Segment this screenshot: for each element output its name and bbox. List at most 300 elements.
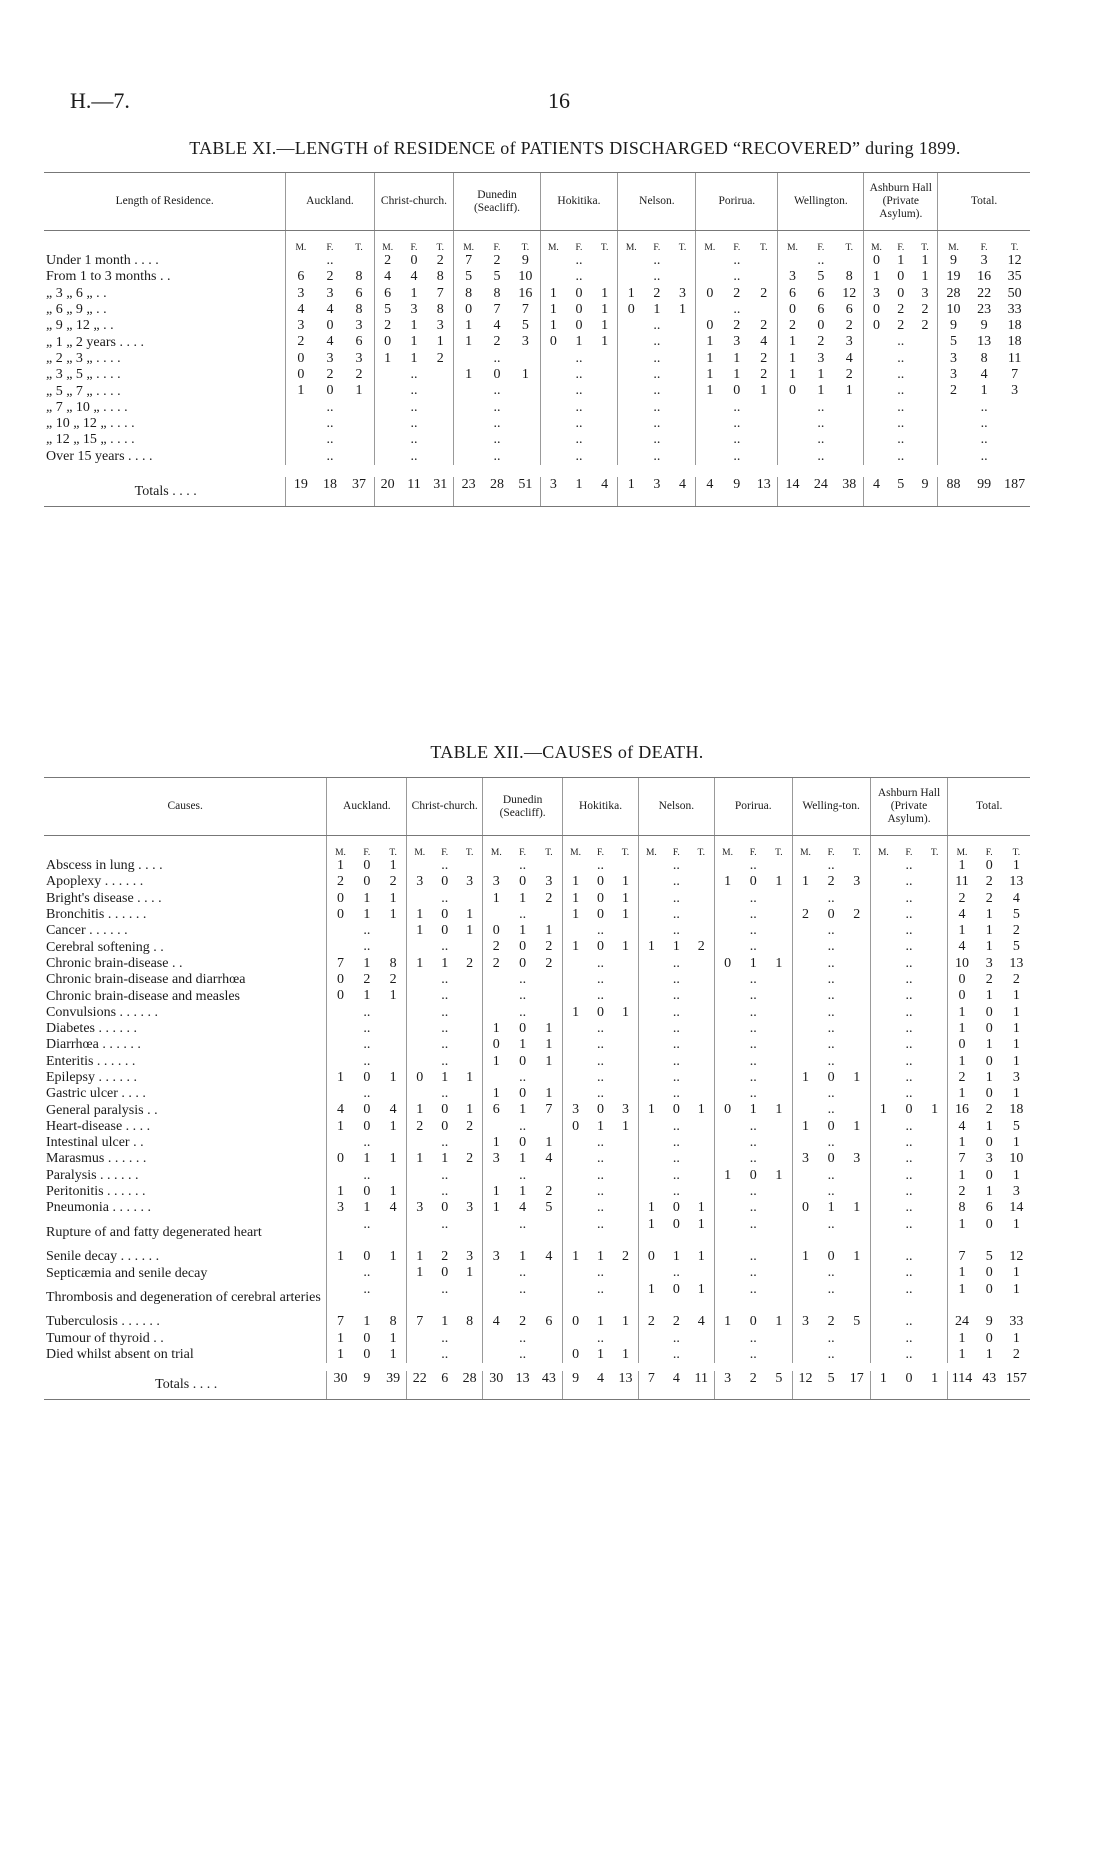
cell-value: 1 bbox=[697, 1102, 705, 1118]
cell-value: 3 bbox=[853, 1151, 861, 1167]
cell-value: 1 bbox=[801, 1118, 809, 1134]
cell-value: 0 bbox=[519, 955, 527, 971]
cell-value: 0 bbox=[363, 1346, 371, 1362]
table-row bbox=[44, 1217, 1030, 1250]
cell-value: 1 bbox=[549, 318, 557, 334]
sub-header: F. bbox=[575, 243, 583, 253]
cell-value: 2 bbox=[733, 318, 741, 334]
cell-value: 1 bbox=[549, 285, 557, 301]
cell-value: 0 bbox=[337, 906, 345, 922]
cell-value: 2 bbox=[760, 318, 768, 334]
cell-value: 5 bbox=[1012, 939, 1020, 955]
cell-value: 8 bbox=[436, 301, 444, 317]
cell-value: 3 bbox=[980, 253, 988, 268]
empty-cell: .. bbox=[441, 972, 449, 988]
empty-cell: .. bbox=[827, 1053, 835, 1069]
empty-cell: .. bbox=[326, 432, 334, 448]
row-label: From 1 to 3 months . . bbox=[46, 269, 171, 285]
empty-cell: .. bbox=[749, 1249, 757, 1265]
empty-cell: .. bbox=[905, 874, 913, 890]
sub-header: F. bbox=[410, 243, 418, 253]
empty-cell: .. bbox=[817, 415, 825, 431]
cell-value: 9 bbox=[949, 318, 957, 334]
table-row bbox=[44, 1265, 1030, 1281]
empty-cell: .. bbox=[597, 1216, 605, 1232]
cell-value: 0 bbox=[297, 350, 305, 366]
cell-value: 0 bbox=[597, 906, 604, 922]
sub-header: M. bbox=[570, 848, 581, 858]
cell-value: 1 bbox=[597, 1314, 604, 1330]
cell-value: 3 bbox=[853, 874, 861, 890]
cell-value: 3 bbox=[549, 476, 557, 492]
cell-value: 8 bbox=[465, 285, 473, 301]
cell-value: 1 bbox=[575, 334, 583, 350]
cell-value: 1 bbox=[389, 988, 397, 1004]
empty-cell: .. bbox=[897, 350, 905, 366]
row-label: Tuberculosis . . . . . . bbox=[46, 1314, 160, 1330]
cell-value: 1 bbox=[545, 1053, 553, 1069]
empty-cell: .. bbox=[493, 350, 501, 366]
cell-value: 3 bbox=[801, 1314, 809, 1330]
residence-table bbox=[44, 172, 1030, 507]
cell-value: 8 bbox=[466, 1314, 474, 1330]
empty-cell: .. bbox=[897, 448, 905, 464]
cell-value: 38 bbox=[842, 476, 857, 492]
empty-cell: .. bbox=[905, 1265, 913, 1281]
sub-header: M. bbox=[547, 243, 559, 253]
empty-cell: .. bbox=[519, 1069, 527, 1085]
empty-cell: .. bbox=[905, 1086, 913, 1102]
cell-value: 1 bbox=[801, 1249, 809, 1265]
cell-value: 4 bbox=[597, 1371, 604, 1387]
cell-value: 2 bbox=[389, 972, 397, 988]
cell-value: 2 bbox=[760, 350, 768, 366]
cell-value: 1 bbox=[958, 1167, 966, 1183]
cell-value: 1 bbox=[601, 301, 609, 317]
cell-value: 28 bbox=[946, 285, 961, 301]
cell-value: 1 bbox=[985, 906, 993, 922]
row-header: Causes. bbox=[44, 778, 327, 836]
cell-value: 1 bbox=[1012, 1281, 1020, 1297]
cell-value: 1 bbox=[931, 1371, 939, 1387]
cell-value: 2 bbox=[697, 939, 705, 955]
table-row bbox=[44, 1005, 1030, 1021]
sub-header: F. bbox=[519, 848, 527, 858]
cell-value: 1 bbox=[621, 1314, 629, 1330]
cell-value: 1 bbox=[466, 1069, 474, 1085]
empty-cell: .. bbox=[441, 890, 449, 906]
cell-value: 1 bbox=[519, 923, 527, 939]
empty-cell: .. bbox=[980, 448, 988, 464]
cell-value: 0 bbox=[363, 1102, 371, 1118]
cell-value: 2 bbox=[297, 334, 305, 350]
cell-value: 0 bbox=[575, 318, 583, 334]
cell-value: 0 bbox=[572, 1118, 580, 1134]
cell-value: 2 bbox=[545, 890, 553, 906]
empty-cell: .. bbox=[653, 399, 661, 415]
sub-header: M. bbox=[800, 848, 811, 858]
cell-value: 33 bbox=[1009, 1314, 1024, 1330]
cell-value: 1 bbox=[466, 1265, 474, 1281]
cell-value: 0 bbox=[337, 988, 345, 1004]
empty-cell: .. bbox=[827, 1135, 835, 1151]
cell-value: 1 bbox=[853, 1118, 861, 1134]
cell-value: 4 bbox=[697, 1314, 705, 1330]
cell-value: 11 bbox=[694, 1371, 709, 1387]
table-row bbox=[44, 972, 1030, 988]
sub-header: M. bbox=[956, 848, 968, 858]
sub-header: T. bbox=[1010, 243, 1019, 253]
cell-value: 23 bbox=[461, 476, 476, 492]
cell-value: 2 bbox=[817, 334, 825, 350]
cell-value: 1 bbox=[575, 476, 583, 492]
empty-cell: .. bbox=[441, 1281, 449, 1297]
empty-cell: .. bbox=[653, 350, 661, 366]
sub-header: F. bbox=[653, 243, 661, 253]
empty-cell: .. bbox=[363, 1086, 371, 1102]
cell-value: 7 bbox=[416, 1314, 424, 1330]
cell-value: 2 bbox=[436, 253, 444, 268]
cell-value: 2 bbox=[958, 890, 966, 906]
cell-value: 0 bbox=[985, 1167, 993, 1183]
cell-value: 1 bbox=[492, 1183, 500, 1199]
cell-value: 18 bbox=[1009, 1102, 1024, 1118]
cell-value: 1 bbox=[801, 1069, 809, 1085]
empty-cell: .. bbox=[575, 269, 583, 285]
cell-value: 2 bbox=[897, 318, 905, 334]
cell-value: 4 bbox=[1012, 890, 1020, 906]
cell-value: 2 bbox=[389, 874, 397, 890]
cell-value: 0 bbox=[749, 874, 757, 890]
sub-header: F. bbox=[749, 848, 757, 858]
cell-value: 1 bbox=[853, 1200, 861, 1216]
cell-value: 10 bbox=[955, 955, 970, 971]
empty-cell: .. bbox=[905, 972, 913, 988]
cell-value: 0 bbox=[492, 1037, 500, 1053]
cell-value: 1 bbox=[519, 890, 527, 906]
empty-cell: .. bbox=[749, 1037, 757, 1053]
cell-value: 1 bbox=[706, 334, 714, 350]
cell-value: 1 bbox=[572, 890, 580, 906]
empty-cell: .. bbox=[363, 1281, 371, 1297]
sub-header: M. bbox=[295, 243, 307, 253]
empty-cell: .. bbox=[363, 1037, 371, 1053]
cell-value: 24 bbox=[813, 476, 828, 492]
totals-label: Totals . . . . bbox=[44, 1371, 327, 1399]
empty-cell: .. bbox=[905, 1135, 913, 1151]
column-header: Welling-ton. bbox=[792, 778, 870, 836]
empty-cell: .. bbox=[980, 399, 988, 415]
cell-value: 3 bbox=[801, 1151, 809, 1167]
totals-row bbox=[44, 1371, 1030, 1399]
row-label: Cancer . . . . . . bbox=[46, 923, 128, 939]
cell-value: 1 bbox=[601, 334, 609, 350]
row-label: Senile decay . . . . . . bbox=[46, 1249, 160, 1265]
cell-value: 3 bbox=[817, 350, 825, 366]
cell-value: 114 bbox=[951, 1371, 973, 1387]
cell-value: 3 bbox=[326, 350, 334, 366]
cell-value: 18 bbox=[1007, 334, 1022, 350]
empty-cell: .. bbox=[597, 858, 605, 873]
empty-cell: .. bbox=[653, 383, 661, 399]
column-header: Total. bbox=[948, 778, 1030, 836]
cell-value: 13 bbox=[977, 334, 992, 350]
cell-value: 0 bbox=[958, 972, 966, 988]
cell-value: 4 bbox=[958, 906, 966, 922]
cell-value: 3 bbox=[410, 301, 418, 317]
cell-value: 1 bbox=[363, 988, 371, 1004]
cell-value: 1 bbox=[337, 1183, 345, 1199]
cell-value: 11 bbox=[955, 874, 969, 890]
cell-value: 4 bbox=[519, 1200, 527, 1216]
table-row bbox=[44, 383, 1030, 399]
empty-cell: .. bbox=[733, 448, 741, 464]
cell-value: 1 bbox=[980, 383, 988, 399]
cell-value: 1 bbox=[1012, 1086, 1020, 1102]
cell-value: 0 bbox=[575, 285, 583, 301]
cell-value: 0 bbox=[597, 1004, 604, 1020]
cell-value: 0 bbox=[905, 1102, 913, 1118]
cell-value: 1 bbox=[621, 1118, 629, 1134]
cell-value: 5 bbox=[897, 476, 905, 492]
empty-cell: .. bbox=[653, 269, 661, 285]
cell-value: 0 bbox=[873, 253, 881, 268]
empty-cell: .. bbox=[672, 1135, 680, 1151]
cell-value: 1 bbox=[621, 874, 629, 890]
empty-cell: .. bbox=[672, 1167, 680, 1183]
empty-cell: .. bbox=[827, 890, 835, 906]
cell-value: 1 bbox=[817, 367, 825, 383]
empty-cell: .. bbox=[410, 432, 418, 448]
empty-cell: .. bbox=[441, 1053, 449, 1069]
cell-value: 1 bbox=[921, 269, 929, 285]
cell-value: 1 bbox=[775, 955, 783, 971]
cell-value: 1 bbox=[416, 1249, 424, 1265]
report-code: H.—7. bbox=[70, 88, 130, 113]
cell-value: 0 bbox=[647, 1249, 655, 1265]
cell-value: 7 bbox=[337, 1314, 345, 1330]
cell-value: 30 bbox=[489, 1371, 504, 1387]
column-header: Christ-church. bbox=[407, 778, 483, 836]
row-label: Under 1 month . . . . bbox=[46, 253, 159, 269]
column-header: Dunedin (Seacliff). bbox=[454, 173, 540, 231]
cell-value: 0 bbox=[672, 1200, 680, 1216]
totals-row bbox=[44, 477, 1030, 507]
sub-header: F. bbox=[985, 848, 993, 858]
cell-value: 1 bbox=[706, 367, 714, 383]
empty-cell: .. bbox=[519, 1346, 527, 1362]
cell-value: 0 bbox=[985, 1020, 993, 1036]
sub-header: F. bbox=[441, 848, 449, 858]
empty-cell: .. bbox=[905, 1020, 913, 1036]
cell-value: 1 bbox=[519, 1151, 527, 1167]
cell-value: 1 bbox=[621, 890, 629, 906]
cell-value: 1 bbox=[466, 923, 474, 939]
cell-value: 1 bbox=[1012, 1216, 1020, 1232]
empty-cell: .. bbox=[597, 955, 605, 971]
cell-value: 0 bbox=[363, 1249, 371, 1265]
cell-value: 1 bbox=[697, 1216, 705, 1232]
cell-value: 0 bbox=[672, 1216, 680, 1232]
cell-value: 0 bbox=[363, 858, 371, 873]
empty-cell: .. bbox=[905, 988, 913, 1004]
cell-value: 5 bbox=[817, 269, 825, 285]
cell-value: 5 bbox=[985, 1249, 993, 1265]
empty-cell: .. bbox=[905, 955, 913, 971]
cell-value: 2 bbox=[801, 906, 809, 922]
cell-value: 0 bbox=[897, 269, 905, 285]
empty-cell: .. bbox=[441, 1183, 449, 1199]
cell-value: 2 bbox=[492, 939, 500, 955]
cell-value: 1 bbox=[1012, 1037, 1020, 1053]
cell-value: 0 bbox=[985, 1086, 993, 1102]
cell-value: 8 bbox=[389, 955, 397, 971]
cell-value: 0 bbox=[575, 301, 583, 317]
empty-cell: .. bbox=[597, 1053, 605, 1069]
cell-value: 16 bbox=[977, 269, 992, 285]
empty-cell: .. bbox=[575, 350, 583, 366]
cell-value: 1 bbox=[853, 1069, 861, 1085]
empty-cell: .. bbox=[905, 1069, 913, 1085]
row-label: Chronic brain-disease and diarrhœa bbox=[46, 972, 246, 988]
empty-cell: .. bbox=[827, 988, 835, 1004]
row-label: Gastric ulcer . . . . bbox=[46, 1086, 146, 1102]
cell-value: 187 bbox=[1004, 476, 1026, 492]
row-label: Diarrhœa . . . . . . bbox=[46, 1037, 141, 1053]
cell-value: 1 bbox=[985, 939, 993, 955]
cell-value: 3 bbox=[949, 367, 957, 383]
row-label: Paralysis . . . . . . bbox=[46, 1167, 139, 1183]
empty-cell: .. bbox=[326, 253, 334, 268]
empty-cell: .. bbox=[672, 988, 680, 1004]
empty-cell: .. bbox=[749, 1069, 757, 1085]
table-row bbox=[44, 416, 1030, 432]
cell-value: 1 bbox=[801, 874, 809, 890]
empty-cell: .. bbox=[905, 923, 913, 939]
cell-value: 1 bbox=[441, 1151, 449, 1167]
sub-header: T. bbox=[845, 243, 853, 253]
row-label: „ 2 „ 3 „ . . . . bbox=[46, 350, 121, 366]
cell-value: 1 bbox=[958, 1086, 966, 1102]
empty-cell: .. bbox=[905, 1314, 913, 1330]
cell-value: 1 bbox=[853, 1249, 861, 1265]
cell-value: 0 bbox=[873, 318, 881, 334]
empty-cell: .. bbox=[653, 415, 661, 431]
empty-cell: .. bbox=[749, 1330, 757, 1346]
sub-header: T. bbox=[465, 848, 474, 858]
cell-value: 1 bbox=[410, 318, 418, 334]
cell-value: 9 bbox=[949, 253, 957, 268]
cell-value: 1 bbox=[697, 1249, 705, 1265]
empty-cell: .. bbox=[749, 1020, 757, 1036]
empty-cell: .. bbox=[905, 1281, 913, 1297]
row-label: Over 15 years . . . . bbox=[46, 448, 153, 464]
row-label: Abscess in lung . . . . bbox=[46, 858, 163, 874]
cell-value: 7 bbox=[337, 955, 345, 971]
empty-cell: .. bbox=[326, 415, 334, 431]
cell-value: 1 bbox=[985, 1118, 993, 1134]
cell-value: 0 bbox=[827, 1151, 835, 1167]
cell-value: 2 bbox=[384, 253, 392, 268]
cell-value: 2 bbox=[493, 253, 501, 268]
row-label: Apoplexy . . . . . . bbox=[46, 874, 144, 890]
cell-value: 0 bbox=[749, 1167, 757, 1183]
cell-value: 6 bbox=[985, 1200, 993, 1216]
cell-value: 1 bbox=[827, 1200, 835, 1216]
empty-cell: .. bbox=[441, 1346, 449, 1362]
cell-value: 0 bbox=[519, 1053, 527, 1069]
empty-cell: .. bbox=[672, 923, 680, 939]
cell-value: 4 bbox=[337, 1102, 345, 1118]
cell-value: 51 bbox=[518, 476, 533, 492]
row-label: Chronic brain-disease and measles bbox=[46, 988, 240, 1004]
cell-value: 3 bbox=[572, 1102, 580, 1118]
cell-value: 1 bbox=[416, 923, 424, 939]
cell-value: 1 bbox=[410, 334, 418, 350]
empty-cell: .. bbox=[749, 1200, 757, 1216]
empty-cell: .. bbox=[897, 367, 905, 383]
sub-header: M. bbox=[645, 848, 657, 858]
cell-value: 9 bbox=[521, 253, 529, 268]
cell-value: 3 bbox=[492, 874, 500, 890]
cell-value: 5 bbox=[949, 334, 957, 350]
empty-cell: .. bbox=[363, 1135, 371, 1151]
cell-value: 1 bbox=[621, 1346, 629, 1362]
cell-value: 0 bbox=[519, 1086, 527, 1102]
empty-cell: .. bbox=[905, 939, 913, 955]
column-header: Wellington. bbox=[778, 173, 864, 231]
cell-value: 1 bbox=[775, 1314, 783, 1330]
cell-value: 1 bbox=[1012, 1004, 1020, 1020]
row-label: Heart-disease . . . . bbox=[46, 1118, 151, 1134]
cell-value: 1 bbox=[706, 383, 714, 399]
cell-value: 1 bbox=[724, 1314, 732, 1330]
cell-value: 8 bbox=[493, 285, 501, 301]
cell-value: 0 bbox=[958, 988, 966, 1004]
cell-value: 3 bbox=[873, 285, 881, 301]
cell-value: 1 bbox=[436, 334, 444, 350]
cell-value: 99 bbox=[977, 476, 992, 492]
row-label: „ 12 „ 15 „ . . . . bbox=[46, 432, 135, 448]
table-row bbox=[44, 1054, 1030, 1070]
cell-value: 3 bbox=[466, 1200, 474, 1216]
cell-value: 0 bbox=[817, 318, 825, 334]
cell-value: 1 bbox=[1012, 1135, 1020, 1151]
table-row bbox=[44, 286, 1030, 302]
cell-value: 3 bbox=[949, 350, 957, 366]
sub-header: M. bbox=[382, 243, 394, 253]
cell-value: 10 bbox=[1009, 1151, 1024, 1167]
cell-value: 0 bbox=[519, 1020, 527, 1036]
cell-value: 1 bbox=[1012, 988, 1020, 1004]
row-label: Enteritis . . . . . . bbox=[46, 1053, 136, 1069]
empty-cell: .. bbox=[672, 890, 680, 906]
cell-value: 10 bbox=[946, 301, 961, 317]
cell-value: 2 bbox=[384, 318, 392, 334]
cell-value: 3 bbox=[466, 1249, 474, 1265]
cell-value: 2 bbox=[749, 1371, 757, 1387]
empty-cell: .. bbox=[749, 1053, 757, 1069]
cell-value: 3 bbox=[492, 1249, 500, 1265]
cell-value: 2 bbox=[326, 269, 334, 285]
cell-value: 1 bbox=[958, 1053, 966, 1069]
cell-value: 1 bbox=[879, 1371, 887, 1387]
cell-value: 12 bbox=[1007, 253, 1022, 268]
cell-value: 0 bbox=[326, 383, 334, 399]
table-row bbox=[44, 1070, 1030, 1086]
empty-cell: .. bbox=[672, 1020, 680, 1036]
cell-value: 1 bbox=[384, 350, 392, 366]
